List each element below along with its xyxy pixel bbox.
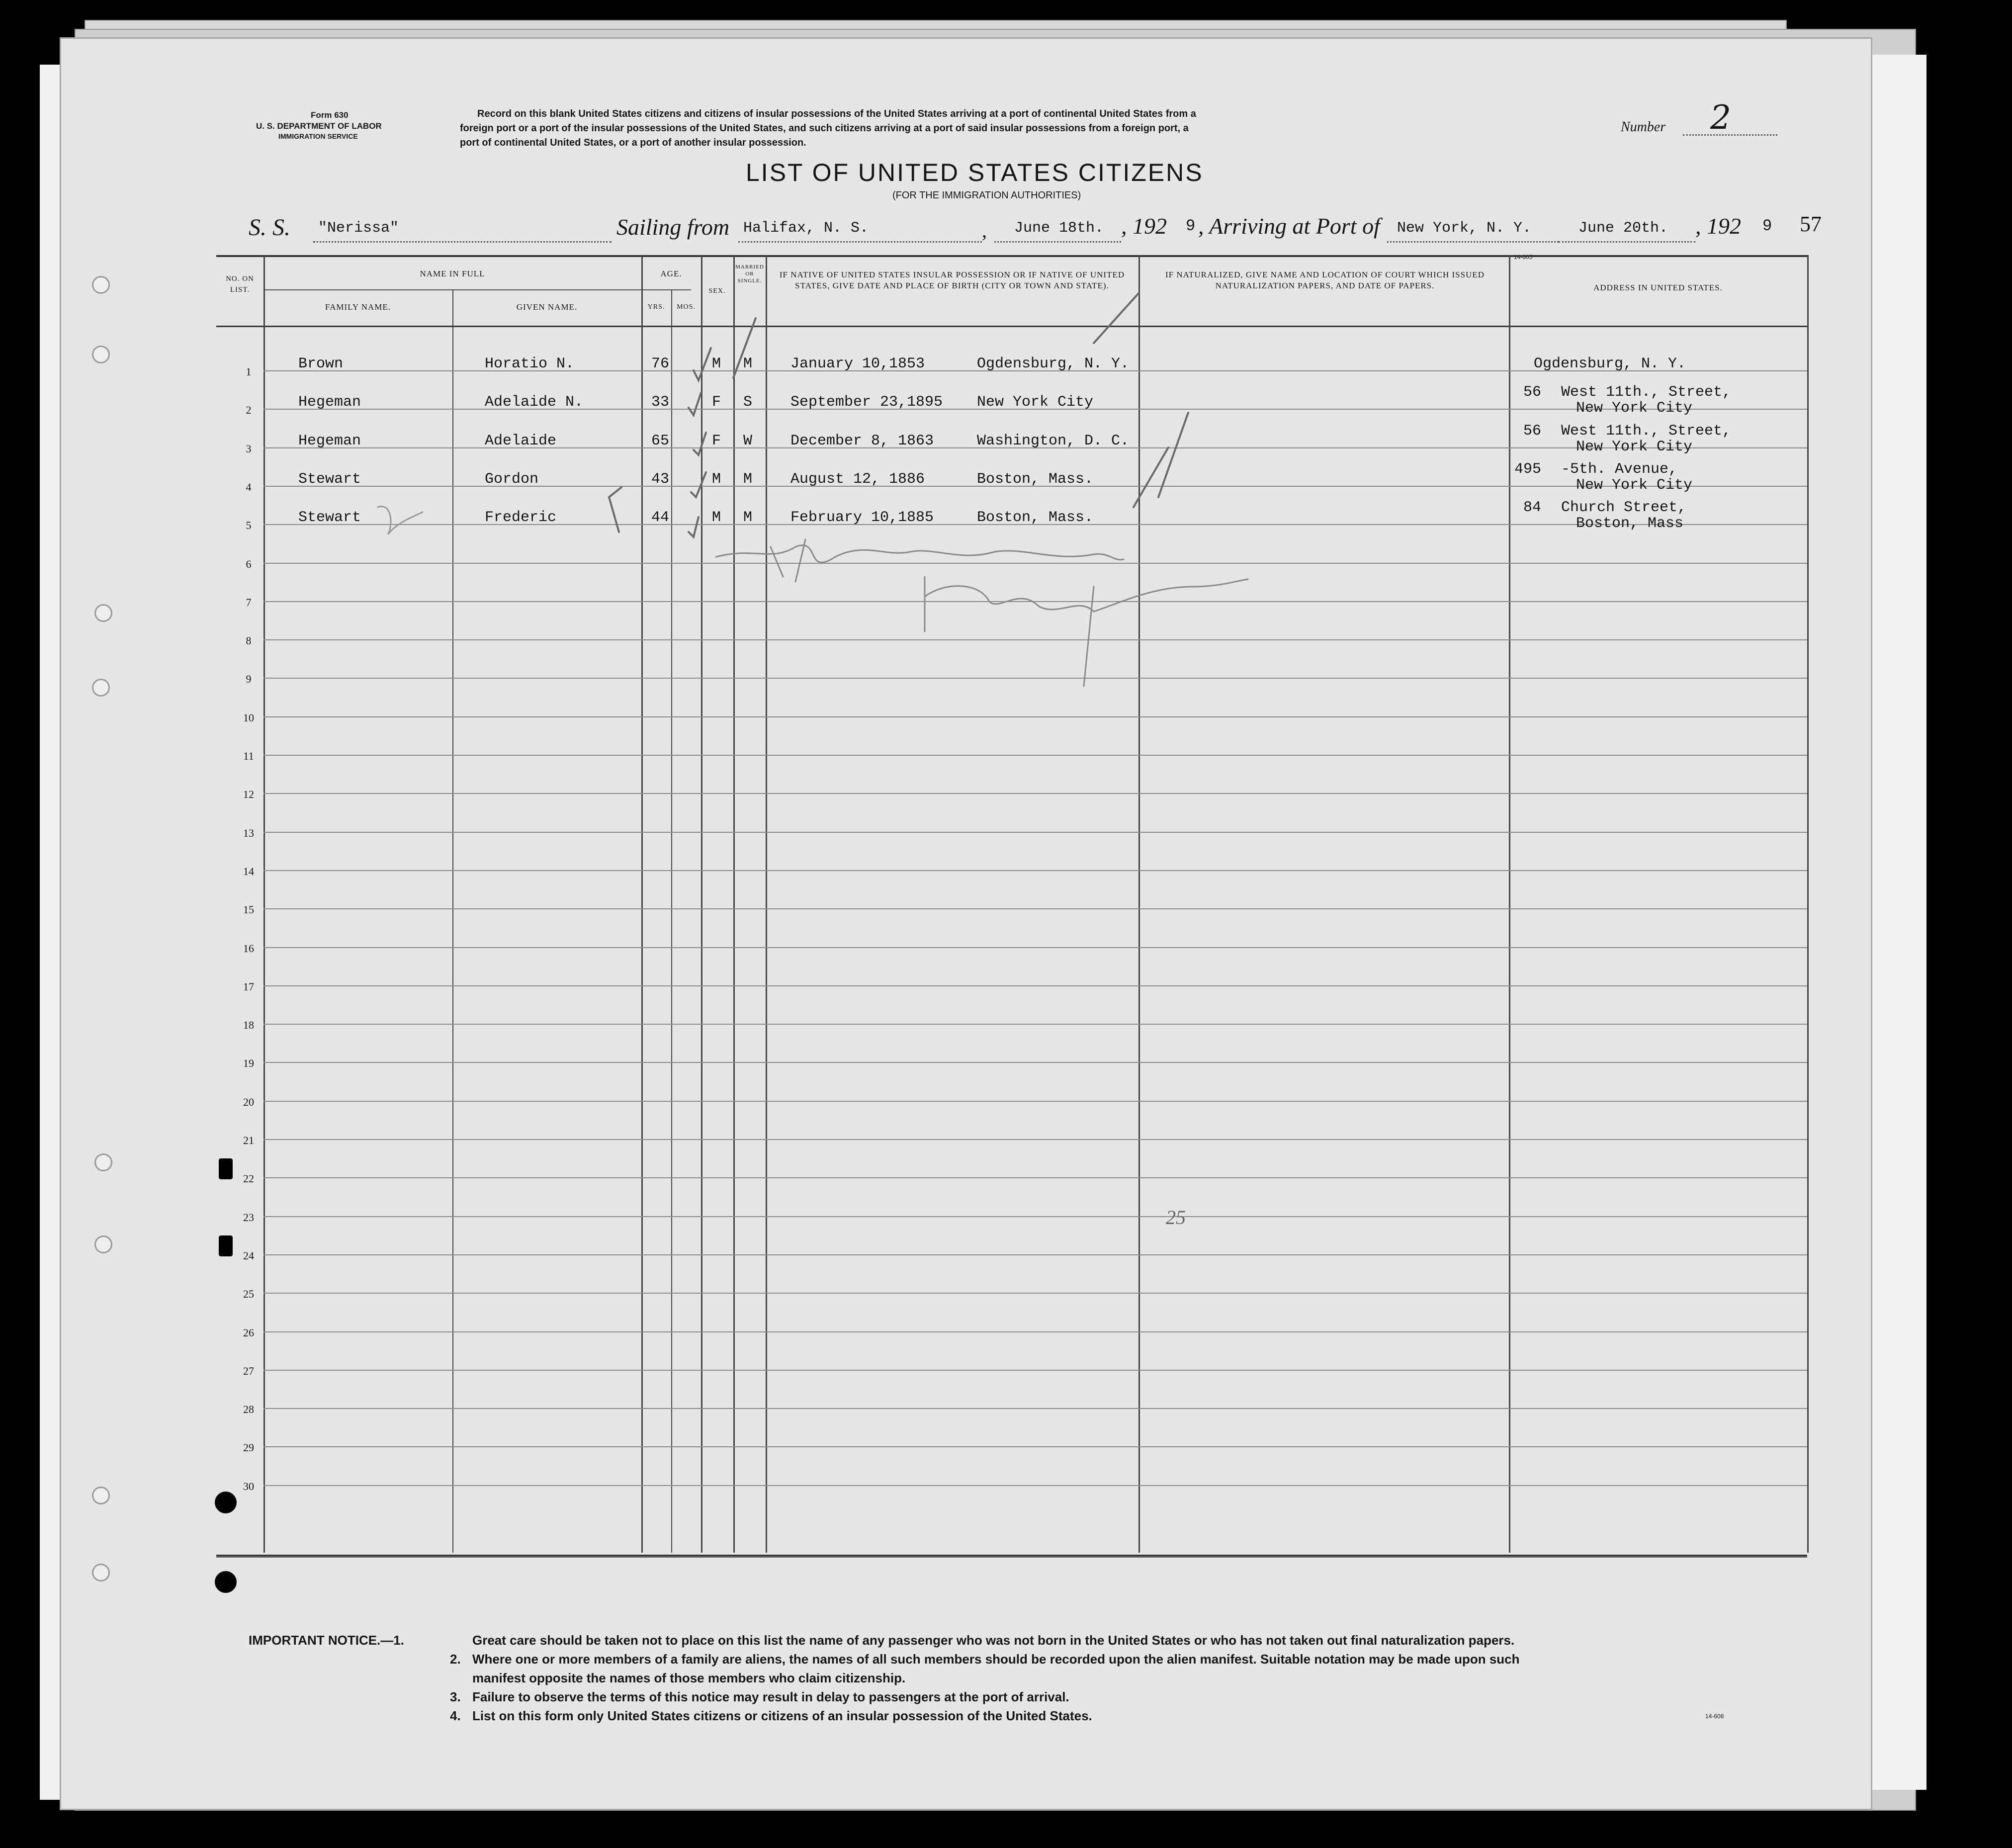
address-number-cell: 495 [1514, 460, 1541, 478]
row-number: 26 [243, 1326, 254, 1339]
bracket-mark [609, 487, 621, 532]
header-no-on-list: NO. ON LIST. [226, 275, 254, 294]
signature-clerk [925, 579, 1248, 612]
row-number: 4 [246, 480, 252, 493]
header-address: ADDRESS IN UNITED STATES. [1593, 283, 1723, 292]
address-line-2-cell: New York City [1576, 476, 1693, 494]
sex-cell: M [712, 355, 721, 372]
notice-item-2b: manifest opposite the names of those members who claim citizenship. [472, 1671, 906, 1685]
stamp-number: 25 [1166, 1206, 1186, 1229]
row-number: 19 [243, 1057, 254, 1070]
age-years-cell: 43 [651, 470, 670, 488]
notice-heading: IMPORTANT NOTICE.—1. [249, 1633, 404, 1648]
signature [716, 545, 1124, 563]
diagonal-strike [733, 318, 756, 378]
birth-date-cell: February 10,1885 [790, 509, 934, 527]
age-years-cell: 76 [651, 355, 670, 372]
row-number: 28 [243, 1403, 254, 1416]
header-mos: MOS. [677, 303, 696, 311]
birth-date-cell: December 8, 1863 [790, 432, 934, 449]
check-mark [694, 433, 706, 455]
birth-place-cell: Ogdensburg, N. Y. [977, 355, 1130, 372]
notice-num-2: 2. [450, 1652, 461, 1667]
notice-item-1: Great care should be taken not to place on this list the name of any passenger who was not born in the United States or who has not taken out final naturalization papers. [472, 1633, 1515, 1648]
row-number: 12 [243, 788, 254, 801]
header-given-name: GIVEN NAME. [516, 302, 578, 312]
instructions-line-1: Record on this blank United States citizens and citizens of insular possessions of the United States arriving at a port of continental United States from a [477, 108, 1196, 119]
birth-place-cell: Boston, Mass. [977, 509, 1094, 527]
row-number: 25 [243, 1288, 254, 1301]
family-name-cell: Brown [298, 355, 344, 372]
notice-item-2a: Where one or more members of a family are aliens, the names of all such members should be recorded upon the alien manifest. Suitable notation may be made upon such [472, 1652, 1520, 1667]
row-number: 29 [243, 1441, 254, 1454]
age-years-cell: 65 [651, 432, 670, 449]
birth-date-cell: August 12, 1886 [790, 470, 925, 488]
row-number: 22 [243, 1172, 254, 1185]
row-number: 30 [243, 1480, 254, 1493]
footer-rule [216, 1556, 1807, 1558]
check-mark [694, 348, 711, 380]
sex-cell: M [712, 509, 721, 527]
signature-clerk [925, 577, 1094, 686]
address-line-1-cell: West 11th., Street, [1561, 384, 1732, 401]
address-number-cell: 56 [1523, 384, 1541, 401]
family-name-cell: Stewart [298, 509, 361, 527]
header-age: AGE. [660, 269, 682, 278]
header-sex: SEX. [708, 287, 726, 295]
row-number: 5 [246, 519, 252, 532]
number-value: 2 [1710, 98, 1731, 137]
header-native-birth: IF NATIVE OF UNITED STATES INSULAR POSSESSION OR IF NATIVE OF UNITED STATES, GIVE DATE AND PLACE OF BIRTH (CITY OR TOWN AND STATE). [779, 270, 1125, 290]
sailing-port: Halifax, N. S. [743, 220, 869, 237]
header-married-or-single: MARRIED OR SINGLE. [735, 264, 764, 284]
address-line-1-cell: Ogdensburg, N. Y. [1534, 355, 1686, 372]
ship-name: "Nerissa" [318, 220, 399, 237]
arrival-year-prefix: , 192 [1695, 213, 1741, 239]
birth-place-cell: Boston, Mass. [977, 470, 1094, 488]
sex-cell: F [712, 394, 721, 411]
form-number: Form 630 [311, 110, 349, 120]
page-subtitle: (FOR THE IMMIGRATION AUTHORITIES) [892, 190, 1081, 201]
arrival-port: New York, N. Y. [1397, 220, 1532, 237]
marital-status-cell: M [743, 470, 753, 488]
notice-item-4: List on this form only United States citizens or citizens of an insular possession of the United States. [472, 1708, 1092, 1723]
sailing-year-digit: 9 [1186, 217, 1196, 235]
arrival-date: June 20th. [1578, 220, 1668, 237]
address-line-2-cell: New York City [1576, 400, 1693, 417]
birth-place-cell: Washington, D. C. [977, 432, 1130, 449]
address-line-1-cell: Church Street, [1561, 499, 1687, 517]
row-number: 7 [246, 596, 252, 609]
given-name-cell: Gordon [485, 470, 539, 488]
row-number: 9 [246, 673, 252, 686]
header-name-in-full: NAME IN FULL [420, 269, 485, 278]
given-name-cell: Adelaide N. [485, 394, 584, 411]
header-yrs: YRS. [647, 303, 665, 311]
row-number: 14 [243, 865, 254, 878]
page-title: LIST OF UNITED STATES CITIZENS [746, 159, 1204, 186]
notice-form-code: 14-608 [1705, 1713, 1724, 1720]
row-number: 24 [243, 1249, 254, 1262]
diagonal-strike [1134, 447, 1168, 507]
row-number: 15 [243, 903, 254, 916]
header-family-name: FAMILY NAME. [325, 302, 391, 312]
row-number: 2 [246, 404, 252, 417]
comma-1: , [982, 219, 987, 242]
row-number: 1 [246, 365, 252, 378]
row-number: 23 [243, 1211, 254, 1224]
given-name-cell: Adelaide [485, 432, 557, 449]
row-number: 20 [243, 1095, 254, 1108]
marital-status-cell: S [743, 394, 753, 411]
sailing-date: June 18th. [1014, 220, 1104, 237]
marital-status-cell: M [743, 355, 753, 372]
birth-date-cell: September 23,1895 [790, 394, 943, 411]
notice-item-3: Failure to observe the terms of this notice may result in delay to passengers at the port of arrival. [472, 1689, 1069, 1704]
instructions-line-3: port of continental United States, or a port of another insular possession. [460, 137, 806, 148]
row-number: 21 [243, 1134, 254, 1146]
arrival-year-digit: 9 [1762, 217, 1772, 235]
check-mark [691, 472, 706, 497]
address-line-1-cell: West 11th., Street, [1561, 422, 1732, 440]
sex-cell: F [712, 432, 721, 449]
check-mark [689, 517, 699, 537]
service-name: IMMIGRATION SERVICE [278, 132, 358, 140]
check-mark [689, 393, 701, 415]
sailing-year-prefix: , 192 [1121, 213, 1167, 239]
row-number: 6 [246, 557, 252, 570]
age-years-cell: 44 [651, 509, 670, 527]
row-number: 3 [246, 442, 252, 455]
birth-date-cell: January 10,1853 [790, 355, 925, 372]
family-name-cell: Hegeman [298, 432, 361, 449]
row-number: 11 [243, 750, 254, 762]
family-name-cell: Stewart [298, 470, 361, 488]
notice-num-3: 3. [450, 1689, 461, 1704]
sailing-label: Sailing from [616, 214, 730, 240]
row-number: 8 [246, 634, 252, 647]
small-print-code: 14-605 [1514, 254, 1533, 261]
ss-label: S. S. [249, 214, 290, 241]
address-number-cell: 56 [1523, 422, 1541, 440]
row-number: 13 [243, 826, 254, 839]
address-number-cell: 84 [1523, 499, 1541, 517]
instructions-line-2: foreign port or a port of the insular possessions of the United States, and such citizens arriving at a port of said insular possessions from a foreign port, a [460, 123, 1189, 134]
given-name-cell: Frederic [485, 509, 557, 527]
address-line-2-cell: New York City [1576, 438, 1693, 455]
marital-status-cell: M [743, 509, 753, 527]
diagonal-strike [1094, 293, 1138, 343]
marital-status-cell: W [743, 432, 753, 449]
row-number: 17 [243, 980, 254, 993]
address-line-1-cell: -5th. Avenue, [1561, 460, 1678, 478]
row-number: 18 [243, 1019, 254, 1032]
family-name-cell: Hegeman [298, 394, 361, 411]
sex-cell: M [712, 470, 721, 488]
age-years-cell: 33 [651, 394, 670, 411]
header-naturalized: IF NATURALIZED, GIVE NAME AND LOCATION OF COURT WHICH ISSUED NATURALIZATION PAPERS, AND DATE OF PAPERS. [1165, 270, 1485, 290]
number-label: Number [1621, 119, 1666, 135]
notice-num-4: 4. [450, 1708, 461, 1723]
arriving-label: , Arriving at Port of [1198, 213, 1380, 239]
row-number: 10 [243, 711, 254, 724]
row-number: 16 [243, 942, 254, 955]
row-number: 27 [243, 1364, 254, 1377]
page-number: 57 [1800, 212, 1822, 236]
birth-place-cell: New York City [977, 394, 1094, 411]
address-line-2-cell: Boston, Mass [1576, 515, 1684, 532]
given-name-cell: Horatio N. [485, 355, 575, 372]
initials [378, 507, 423, 534]
department-name: U. S. DEPARTMENT OF LABOR [256, 121, 382, 131]
